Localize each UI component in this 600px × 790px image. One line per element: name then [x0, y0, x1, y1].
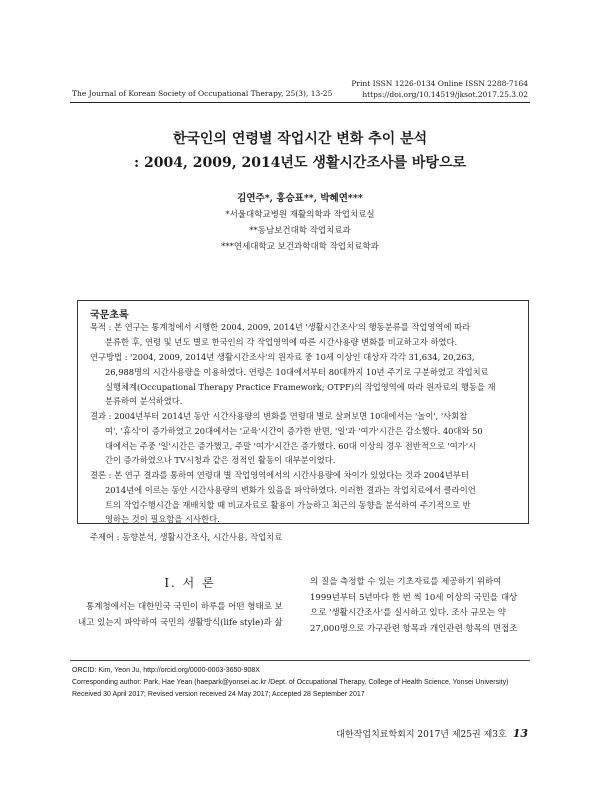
- abstract-purpose: 목적 : 본 연구는 통계청에서 시행한 2004, 2009, 2014년 '생활시간조사'의 행동분류를 작업영역에 따라 분류한 후, 연령 및 년도 별로 한국인의 각 작업영역에 따른 시간사용량 변화를 비교하고자 하였다.: [90, 322, 471, 347]
- abstract-methods: 연구방법 : '2004, 2009, 2014년 생활시간조사'의 원자료 중 10세 이상인 대상자 각각 31,634, 20,263, 26,988명의 시간사용량을 이용하였다. 연령은 10대에서부터 80대까지 10년 주기로 구분하였고 작업치료 실행체계(Occupational Therapy Practice Framework; OTPF)의 작업영역에 따라 원자료의 행동을 재 분류하여 분석하였다.: [90, 352, 496, 407]
- abstract-conclusion: 결론 : 본 연구 결과를 통하여 연령대 별 작업영역에서의 시간사용량에 차이가 있었다는 것과 2004년부터 2014년에 이르는 동안 시간사용량의 변화가 있음을 파악하였다. 이러한 결과는 작업치료에서 클라이언 트의 작업수행시간을 재배치할 때 비교자료로 활용이 가능하고 최근의 동향을 분석하여 주기적으로 반 영하는 것이 필요함을 시사한다.: [90, 470, 476, 525]
- doi-line: https://doi.org/10.14519/jksot.2017.25.3.02: [362, 90, 528, 99]
- footnote-corresponding: Corresponding author: Park, Hae Yean (haepark@yonsei.ac.kr /Dept. of Occupational Therapy, College of Health Science, Yonsei University): [72, 679, 509, 686]
- page-number: 13: [512, 727, 528, 740]
- footnote-orcid: ORCID: Kim, Yeon Ju, http://orcid.org/0000-0003-3650-908X: [72, 667, 260, 674]
- footnote-rule: [70, 660, 530, 661]
- intro-left-column: 통계청에서는 대한민국 국민이 하루를 어떤 형태로 보 내고 있는지 파악하여 국민의 생활방식(life style)과 삶: [78, 602, 283, 628]
- authors: 김연주*, 홍승표**, 박혜연***: [237, 193, 363, 204]
- page-footer: [336, 727, 528, 740]
- keywords: 주제어 : 동향분석, 생활시간조사, 시간사용, 작업치료: [90, 532, 283, 542]
- footnote-dates: Received 30 April 2017; Revised version received 24 May 2017; Accepted 28 September 2017: [72, 691, 365, 698]
- intro-right-column: 의 질을 측정할 수 있는 기초자료를 제공하기 위하여 1999년부터 5년마다 한 번 씩 10세 이상의 국민을 대상 으로 '생활시간조사'를 실시하고 있다. 조사 규모는 약 27,000명으로 가구관련 항목과 개인관련 항목의 면접조: [310, 577, 518, 634]
- paper-title-line2: : 2004, 2009, 2014년도 생활시간조사를 바탕으로: [134, 155, 466, 171]
- journal-citation: The Journal of Korean Society of Occupational Therapy, 25(3), 13-25: [72, 89, 333, 98]
- affiliation-3: ***연세대학교 보건과학대학 작업치료학과: [221, 242, 379, 252]
- affiliation-2: **동남보건대학 작업치료과: [249, 226, 351, 236]
- issn-line: Print ISSN 1226-0134 Online ISSN 2288-7164: [351, 79, 528, 88]
- abstract-heading: 국문초록: [90, 310, 129, 321]
- affiliation-1: *서울대학교병원 재활의학과 작업치료실: [225, 210, 375, 220]
- header-rule: [70, 102, 530, 103]
- abstract-results: 결과 : 2004년부터 2014년 동안 시간사용량의 변화를 연령대 별로 살펴보면 10대에서는 '놀이', '사회참 여', '휴식'이 증가하였고 20대에서는 '교육'시간이 증가한 반면, '일'과 '여가'시간은 감소했다. 40대와 50 대에서는 주중 '일'시간은 증가했고, 주말 '여가'시간은 증가했다. 60대 이상의 경우 전반적으로 '여가'시 간이 증가하였으나 TV시청과 같은 정적인 활동이 대부분이었다.: [90, 411, 483, 466]
- section-heading-introduction: Ⅰ. 서 론: [164, 576, 216, 590]
- paper-title-line1: 한국인의 연령별 작업시간 변화 추이 분석: [172, 131, 428, 147]
- footer-journal: 대한작업치료학회지 2017년 제25권 제3호: [336, 730, 507, 740]
